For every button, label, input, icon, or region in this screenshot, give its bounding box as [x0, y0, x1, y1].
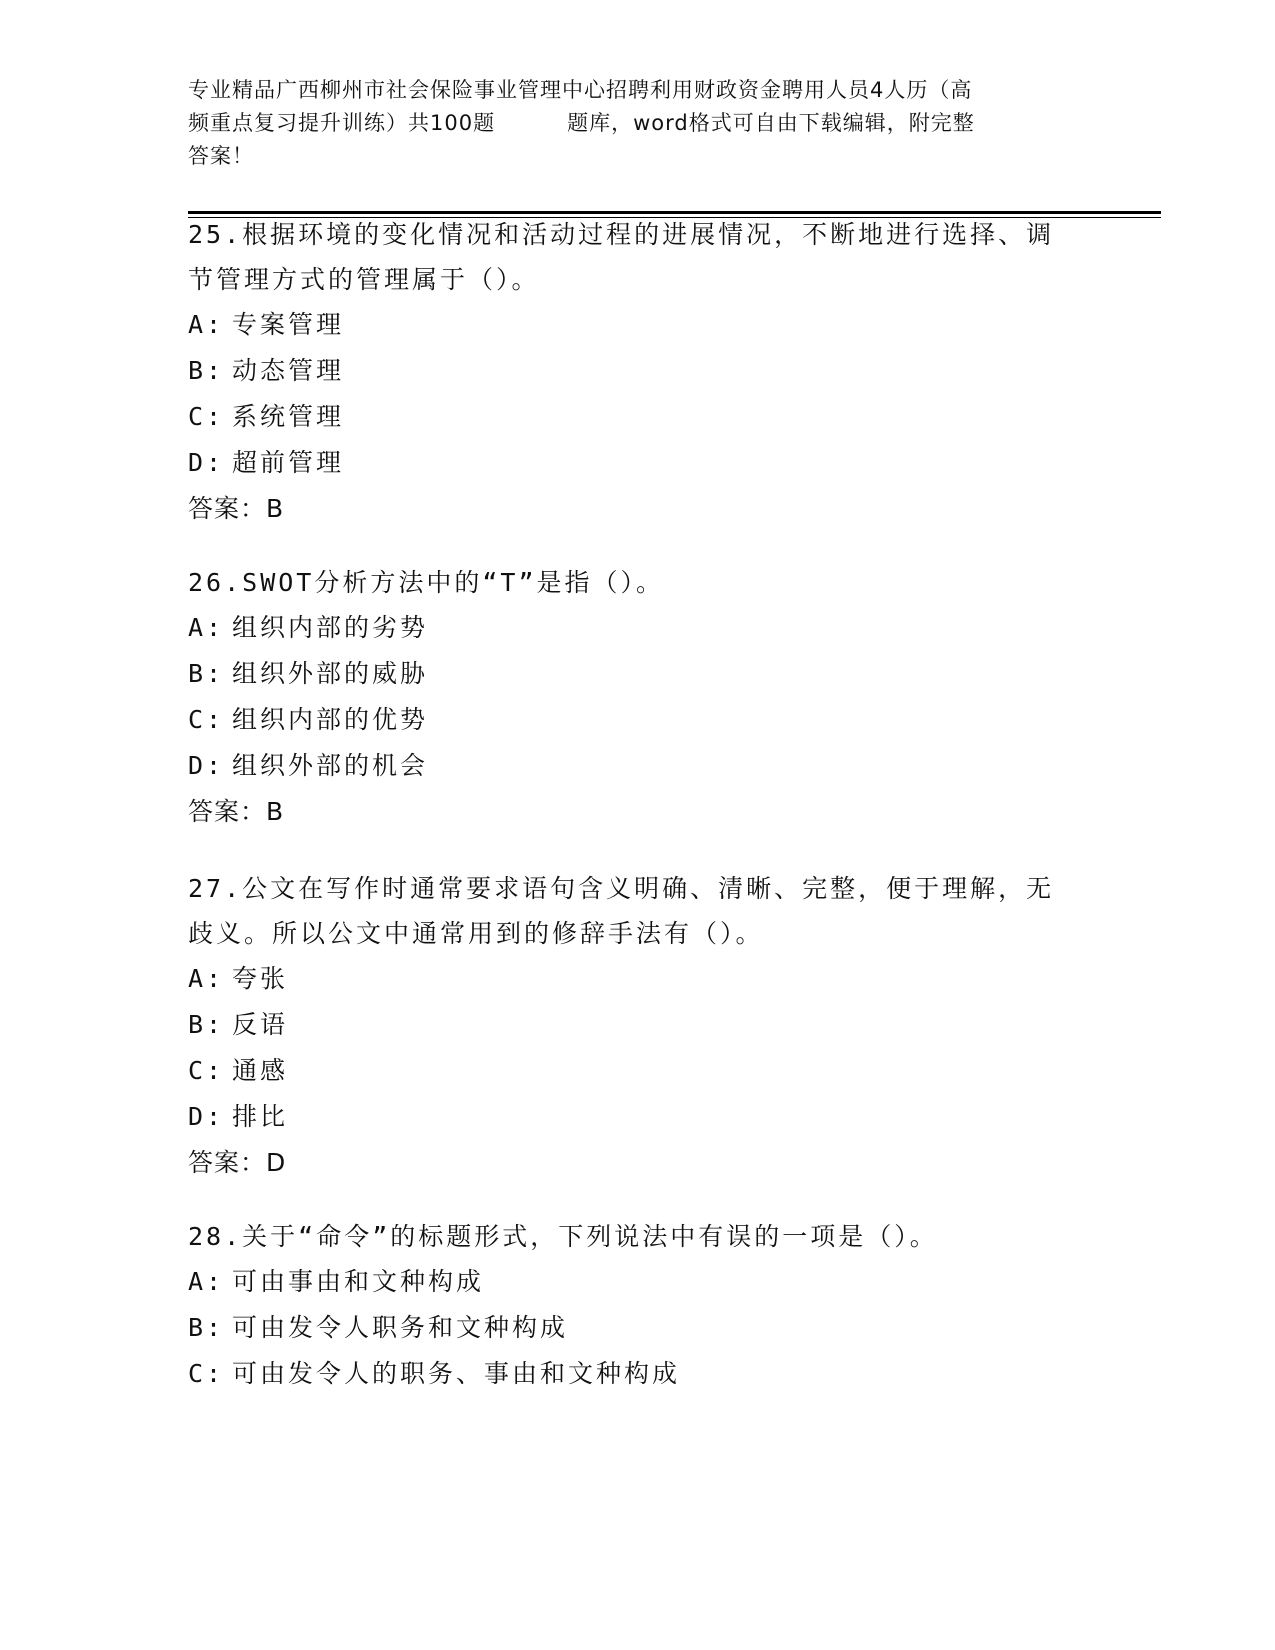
question-28 — [188, 1214, 1088, 1397]
option-letter: A: — [188, 964, 225, 993]
option-letter: D: — [188, 751, 225, 780]
question-stem-line-1: 27.公文在写作时通常要求语句含义明确、清晰、完整，便于理解，无 — [188, 874, 1055, 903]
option-letter: C: — [188, 402, 225, 431]
header-line-2 — [188, 107, 1088, 140]
question-stem-line-1: 28.关于“命令”的标题形式，下列说法中有误的一项是（）。 — [188, 1222, 938, 1251]
option-text: 组织外部的机会 — [232, 751, 429, 780]
question-stem-line-2: 节管理方式的管理属于（）。 — [188, 265, 540, 294]
option-letter: D: — [188, 1102, 225, 1131]
option-text: 动态管理 — [232, 356, 345, 385]
question-stem-line-1: 26.SWOT分析方法中的“T”是指（）。 — [188, 568, 665, 597]
option-a — [188, 302, 1088, 348]
question-26 — [188, 560, 1088, 835]
option-letter: B: — [188, 659, 225, 688]
option-d — [188, 1094, 1088, 1140]
option-text: 可由事由和文种构成 — [232, 1267, 485, 1296]
option-b — [188, 1305, 1088, 1351]
document-header — [188, 74, 1088, 173]
header-line-3: 答案！ — [188, 144, 254, 168]
option-letter: B: — [188, 1010, 225, 1039]
option-d — [188, 743, 1088, 789]
option-text: 组织内部的优势 — [232, 705, 429, 734]
option-b — [188, 651, 1088, 697]
header-line-2-part-1: 频重点复习提升训练）共100题 — [188, 111, 496, 135]
option-letter: B: — [188, 1313, 225, 1342]
question-27 — [188, 866, 1088, 1186]
option-letter: B: — [188, 356, 225, 385]
answer-line: 答案：D — [188, 1148, 287, 1177]
option-c — [188, 394, 1088, 440]
option-letter: D: — [188, 448, 225, 477]
option-letter: C: — [188, 1056, 225, 1085]
option-c — [188, 1048, 1088, 1094]
header-line-1: 专业精品广西柳州市社会保险事业管理中心招聘利用财政资金聘用人员4人历（高 — [188, 78, 973, 102]
option-letter: C: — [188, 1359, 225, 1388]
option-letter: A: — [188, 310, 225, 339]
option-text: 通感 — [232, 1056, 289, 1085]
option-b — [188, 1002, 1088, 1048]
answer-line: 答案：B — [188, 494, 285, 523]
option-text: 专案管理 — [232, 310, 345, 339]
option-text: 组织外部的威胁 — [232, 659, 429, 688]
option-text: 可由发令人职务和文种构成 — [232, 1313, 569, 1342]
option-text: 反语 — [232, 1010, 289, 1039]
option-a — [188, 956, 1088, 1002]
question-stem-line-2: 歧义。所以公文中通常用到的修辞手法有（）。 — [188, 919, 764, 948]
option-letter: A: — [188, 613, 225, 642]
option-text: 超前管理 — [232, 448, 345, 477]
header-line-2-part-2: 题库，word格式可自由下载编辑，附完整 — [567, 111, 975, 135]
option-letter: C: — [188, 705, 225, 734]
option-text: 系统管理 — [232, 402, 345, 431]
option-a — [188, 1259, 1088, 1305]
question-25 — [188, 212, 1088, 532]
option-b — [188, 348, 1088, 394]
option-c — [188, 1351, 1088, 1397]
option-text: 组织内部的劣势 — [232, 613, 429, 642]
question-stem-line-1: 25.根据环境的变化情况和活动过程的进展情况，不断地进行选择、调 — [188, 220, 1055, 249]
option-d — [188, 440, 1088, 486]
option-text: 排比 — [232, 1102, 289, 1131]
option-c — [188, 697, 1088, 743]
option-a — [188, 605, 1088, 651]
option-letter: A: — [188, 1267, 225, 1296]
option-text: 可由发令人的职务、事由和文种构成 — [232, 1359, 681, 1388]
answer-line: 答案：B — [188, 797, 285, 826]
option-text: 夸张 — [232, 964, 289, 993]
